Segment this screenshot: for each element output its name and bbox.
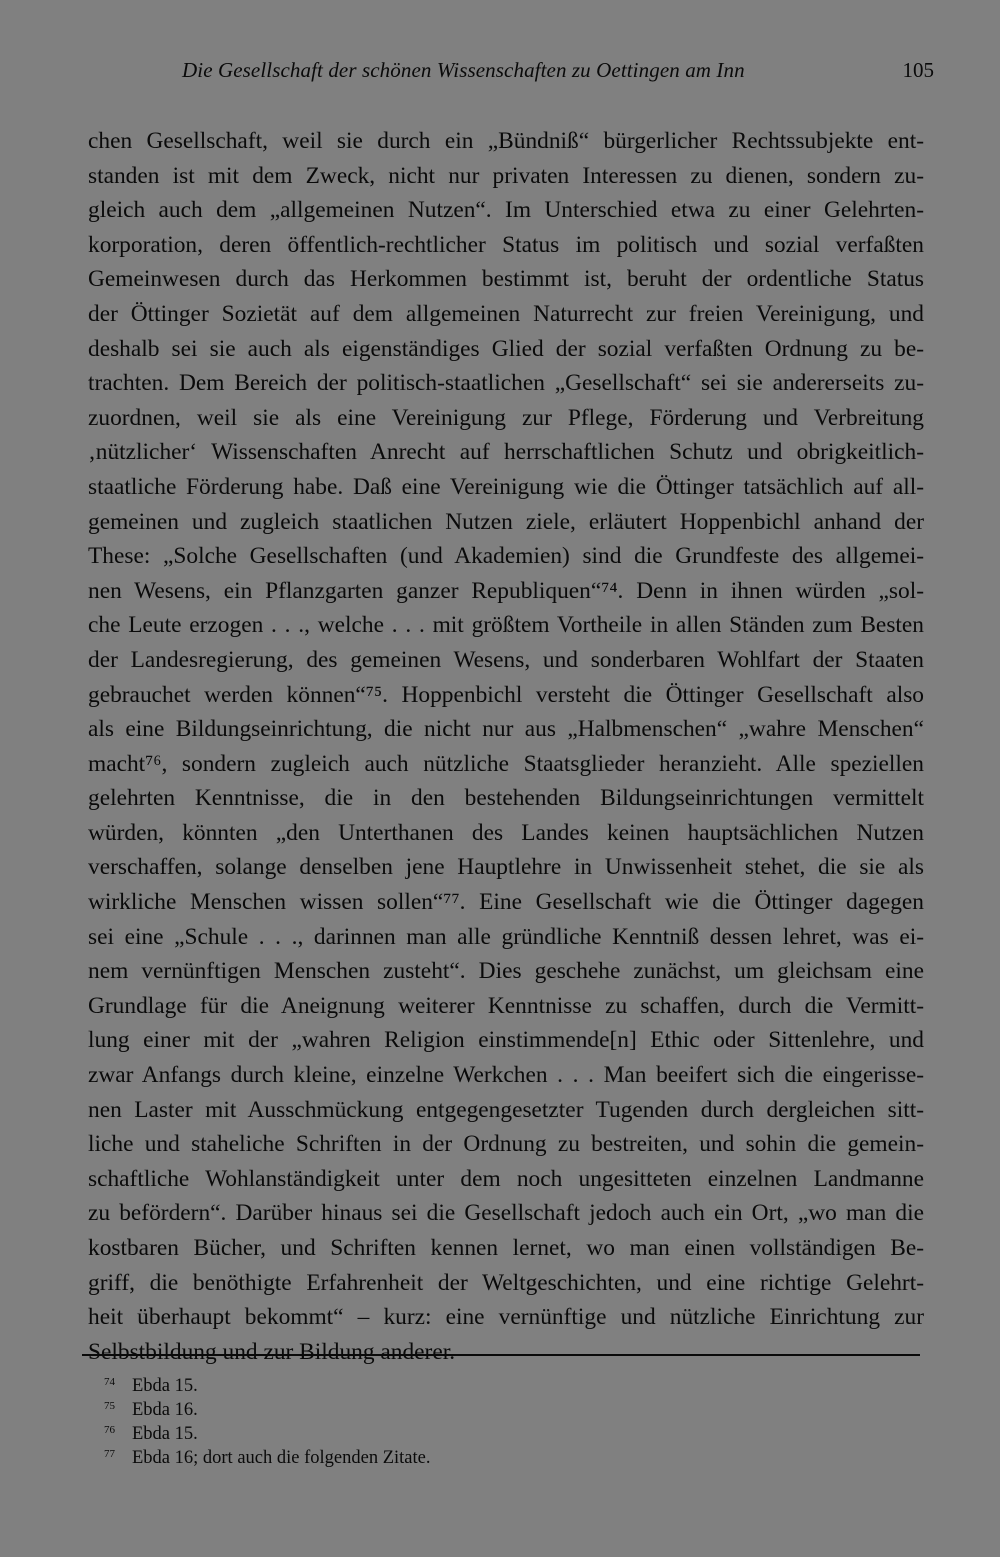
footnote [104, 1370, 804, 1394]
text-line: staatliche Förderung habe. Daß eine Vereinigung wie die Öttinger tatsächlich auf all- [88, 473, 924, 500]
running-title: Die Gesellschaft der schönen Wissenschaften zu Oettingen am Inn [182, 58, 745, 82]
text-line: standen ist mit dem Zweck, nicht nur privaten Interessen zu dienen, sondern zu- [88, 162, 924, 189]
text-line: gelehrten Kenntnisse, die in den bestehenden Bildungseinrichtungen vermittelt [88, 785, 924, 812]
text-line: wirkliche Menschen wissen sollen“⁷⁷. Eine Gesellschaft wie die Öttinger dagegen [88, 889, 924, 916]
footnote-number: 77 [104, 1448, 115, 1460]
text-line: der Öttinger Sozietät auf dem allgemeinen Naturrecht zur freien Vereinigung, und [88, 300, 924, 327]
footnote-text: Ebda 16; dort auch die folgenden Zitate. [132, 1448, 431, 1468]
page-number: 105 [902, 58, 934, 82]
text-line: zu befördern“. Darüber hinaus sei die Gesellschaft jedoch auch ein Ort, „wo man die [88, 1200, 924, 1227]
text-line: als eine Bildungseinrichtung, die nicht nur aus „Halbmenschen“ „wahre Menschen“ [88, 716, 924, 743]
text-line: verschaffen, solange denselben jene Hauptlehre in Unwissenheit stehet, die sie als [88, 854, 924, 881]
page-header [88, 58, 934, 88]
text-line: liche und staheliche Schriften in der Ordnung zu bestreiten, und sohin die gemein- [88, 1131, 924, 1158]
text-line: der Landesregierung, des gemeinen Wesens, und sonderbaren Wohlfart der Staaten [88, 646, 924, 673]
text-line: Selbstbildung und zur Bildung anderer. [88, 1338, 456, 1365]
footnote [104, 1394, 804, 1418]
footnote-number: 75 [104, 1400, 115, 1412]
text-line: schaftliche Wohlanständigkeit unter dem noch ungesitteten einzelnen Landmanne [88, 1165, 924, 1192]
text-line: korporation, deren öffentlich-rechtlicher Status im politisch und sozial verfaßten [88, 231, 924, 258]
text-line: macht⁷⁶, sondern zugleich auch nützliche Staatsglieder heranzieht. Alle speziellen [88, 750, 924, 777]
text-line: che Leute erzogen . . ., welche . . . mit größtem Vortheile in allen Ständen zum Besten [88, 612, 924, 639]
text-line: zwar Anfangs durch kleine, einzelne Werkchen . . . Man beeifert sich die eingerisse- [88, 1062, 924, 1089]
text-line: Grundlage für die Aneignung weiterer Kenntnisse zu schaffen, durch die Vermitt- [88, 992, 924, 1019]
footnote [104, 1418, 804, 1442]
text-line: deshalb sei sie auch als eigenständiges Glied der sozial verfaßten Ordnung zu be- [88, 335, 924, 362]
text-line: These: „Solche Gesellschaften (und Akademien) sind die Grundfeste des allgemei- [88, 543, 924, 570]
footnote-rule [82, 1354, 920, 1356]
text-line: kostbaren Bücher, und Schriften kennen lernet, wo man einen vollständigen Be- [88, 1235, 924, 1261]
text-line: nem vernünftigen Menschen zusteht“. Dies geschehe zunächst, um gleichsam eine [88, 958, 924, 985]
text-line: sei eine „Schule . . ., darinnen man alle gründliche Kenntniß dessen lehret, was ei- [88, 923, 924, 950]
text-line: trachten. Dem Bereich der politisch-staatlichen „Gesellschaft“ sei sie andererseits zu- [88, 370, 924, 397]
footnote [104, 1442, 804, 1466]
text-line: griff, die benöthigte Erfahrenheit der Weltgeschichten, und eine richtige Gelehrt- [88, 1269, 924, 1296]
text-line: nen Wesens, ein Pflanzgarten ganzer Republiquen“⁷⁴. Denn in ihnen würden „sol- [88, 577, 924, 604]
text-line: gemeinen und zugleich staatlichen Nutzen ziele, erläutert Hoppenbichl anhand der [88, 508, 924, 535]
text-line: chen Gesellschaft, weil sie durch ein „Bündniß“ bürgerlicher Rechtssubjekte ent- [88, 128, 924, 154]
footnote-text: Ebda 15. [132, 1376, 198, 1396]
text-line: gebrauchet werden können“⁷⁵. Hoppenbichl versteht die Öttinger Gesellschaft also [88, 681, 924, 708]
footnote-number: 74 [104, 1376, 115, 1388]
text-line: gleich auch dem „allgemeinen Nutzen“. Im Unterschied etwa zu einer Gelehrten- [88, 197, 924, 224]
text-line: nen Laster mit Ausschmückung entgegengesetzter Tugenden durch dergleichen sitt- [88, 1096, 924, 1123]
text-line: würden, könnten „den Unterthanen des Landes keinen hauptsächlichen Nutzen [88, 819, 924, 846]
footnotes [104, 1370, 804, 1466]
footnote-text: Ebda 15. [132, 1424, 198, 1444]
body-text [88, 124, 924, 1369]
text-line: heit überhaupt bekommt“ – kurz: eine vernünftige und nützliche Einrichtung zur [88, 1304, 924, 1331]
text-line: zuordnen, weil sie als eine Vereinigung zur Pflege, Förderung und Verbreitung [88, 404, 924, 431]
footnote-number: 76 [104, 1424, 115, 1436]
footnote-text: Ebda 16. [132, 1400, 198, 1420]
text-line: lung einer mit der „wahren Religion einstimmende[n] Ethic oder Sittenlehre, und [88, 1027, 924, 1054]
text-line: ‚nützlicher‘ Wissenschaften Anrecht auf herrschaftlichen Schutz und obrigkeitlich- [88, 439, 924, 466]
text-line: Gemeinwesen durch das Herkommen bestimmt ist, beruht der ordentliche Status [88, 266, 924, 293]
